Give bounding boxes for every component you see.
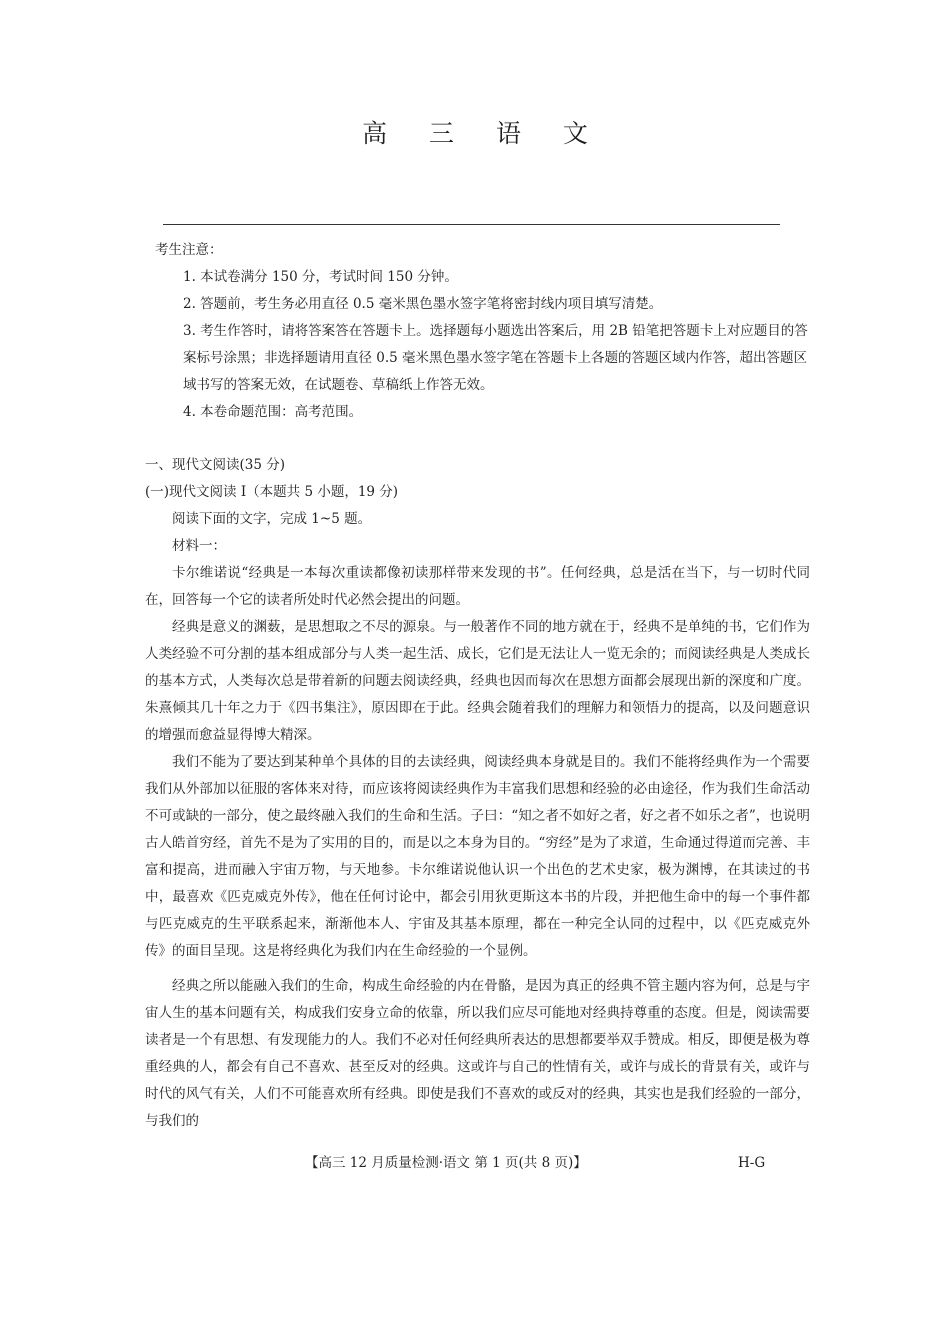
notice-heading: 考生注意： (155, 242, 223, 258)
reading-section (145, 452, 810, 1135)
reading-instruction: 阅读下面的文字，完成 1~5 题。 (172, 511, 372, 527)
page-title: 高 三 语 文 (362, 119, 605, 148)
notice-item-3-text: 3. 考生作答时，请将答案答在答题卡上。选择题每小题选出答案后，用 2B 铅笔把答题卡上对应题目的答案标号涂黑；非选择题请用直径 0.5 毫米黑色墨水签字笔在答题卡上各题的答题区域内作答，超出答题区域书写的答案无效，在试题卷、草稿纸上作答无效。 (183, 323, 808, 393)
subsection-heading: (一)现代文阅读 I（本题共 5 小题，19 分) (145, 484, 399, 500)
section-heading: 一、现代文阅读(35 分) (145, 457, 286, 473)
exam-notice (155, 237, 815, 426)
paragraph-1: 卡尔维诺说“经典是一本每次重读都像初读那样带来发现的书”。任何经典，总是活在当下，与一切时代同在，回答每一个它的读者所处时代必然会提出的问题。 (145, 565, 810, 608)
footer-code: H-G (738, 1155, 766, 1171)
notice-item-2: 2. 答题前，考生务必用直径 0.5 毫米黑色墨水签字笔将密封线内项目填写清楚。 (183, 296, 663, 312)
notice-item-4: 4. 本卷命题范围：高考范围。 (183, 404, 363, 420)
title-divider (163, 224, 780, 225)
material-label: 材料一： (172, 538, 226, 554)
notice-item-1: 1. 本试卷满分 150 分，考试时间 150 分钟。 (183, 269, 458, 285)
paragraph-2: 经典是意义的渊薮，是思想取之不尽的源泉。与一般著作不同的地方就在于，经典不是单纯的书，它们作为人类经验不可分割的基本组成部分与人类一起生活、成长，它们是无法让人一览无余的；而阅读经典是人类成长的基本方式，人类每次总是带着新的问题去阅读经典，经典也因而每次在思想方面都会展现出新的深度和广度。朱熹倾其几十年之力于《四书集注》，原因即在于此。经典会随着我们的理解力和领悟力的提高，以及问题意识的增强而愈益显得博大精深。 (145, 619, 810, 743)
paragraph-3: 我们不能为了要达到某种单个具体的目的去读经典，阅读经典本身就是目的。我们不能将经典作为一个需要我们从外部加以征服的客体来对待，而应该将阅读经典作为丰富我们思想和经验的必由途径，作为我们生命活动不可或缺的一部分，使之最终融入我们的生命和生活。子曰：“知之者不如好之者，好之者不如乐之者”，也说明古人皓首穷经，首先不是为了实用的目的，而是以之本身为目的。“穷经”是为了求道，生命通过得道而完善、丰富和提高，进而融入宇宙万物，与天地参。卡尔维诺说他认识一个出色的艺术史家，极为渊博，在其读过的书中，最喜欢《匹克威克外传》，他在任何讨论中，都会引用狄更斯这本书的片段，并把他生命中的每一个事件都与匹克威克的生平联系起来，渐渐他本人、宇宙及其基本原理，都在一种完全认同的过程中，以《匹克威克外传》的面目呈现。这是将经典化为我们内在生命经验的一个显例。 (145, 754, 810, 959)
footer-page-info: 【高三 12 月质量检测·语文 第 1 页(共 8 页)】 (305, 1155, 587, 1171)
paragraph-4: 经典之所以能融入我们的生命，构成生命经验的内在骨骼，是因为真正的经典不管主题内容为何，总是与宇宙人生的基本问题有关，构成我们安身立命的依靠，所以我们应尽可能地对经典持尊重的态度。但是，阅读需要读者是一个有思想、有发现能力的人。我们不必对任何经典所表达的思想都要举双手赞成。相反，即便是极为尊重经典的人，都会有自己不喜欢、甚至反对的经典。这或许与自己的性情有关，或许与成长的背景有关，或许与时代的风气有关，人们不可能喜欢所有经典。即使是我们不喜欢的或反对的经典，其实也是我们经验的一部分，与我们的 (145, 978, 810, 1129)
notice-item-3 (155, 318, 815, 399)
